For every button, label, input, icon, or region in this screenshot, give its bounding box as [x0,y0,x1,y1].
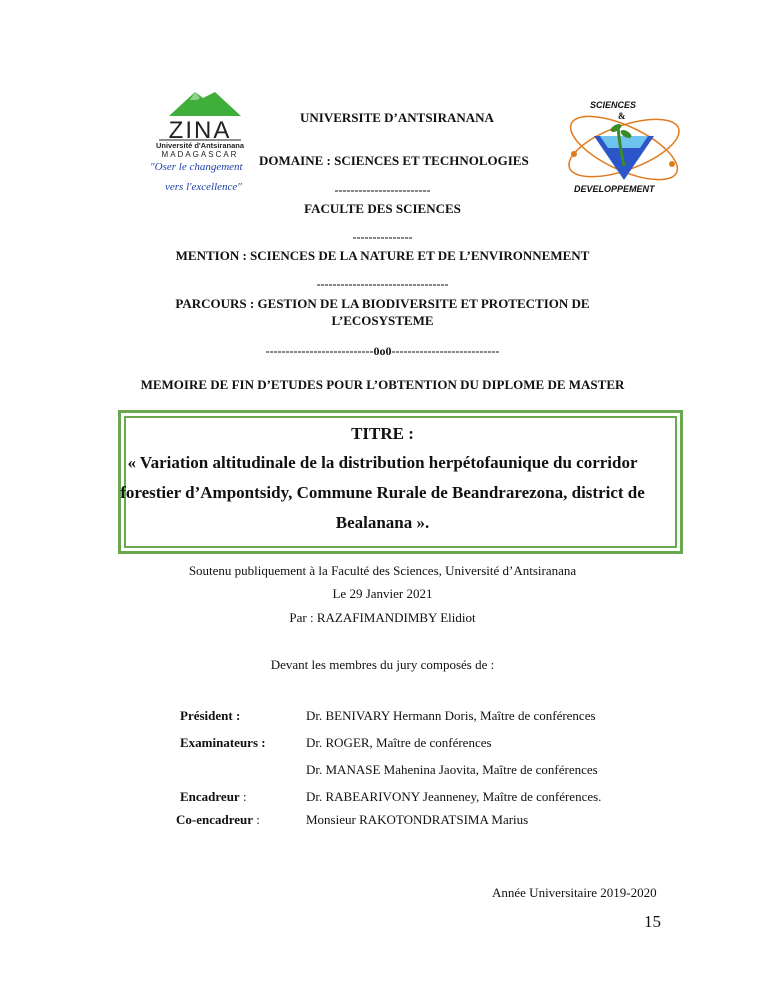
svg-text:ZINA: ZINA [168,117,232,143]
domain-line: DOMAINE : SCIENCES ET TECHNOLOGIES [259,153,529,168]
faculty-line: FACULTE DES SCIENCES [304,201,461,216]
jury-role-president: Président : [180,708,241,723]
university-name: UNIVERSITE D’ANTSIRANANA [300,110,494,125]
defense-date: Le 29 Janvier 2021 [332,586,433,601]
parcours-line-2: L’ECOSYSTEME [331,313,434,328]
logo-ampersand-text: & [618,111,626,121]
defense-line: Soutenu publiquement à la Faculté des Sciences, Université d’Antsiranana [188,563,577,578]
title-line-2: forestier d’Ampontsidy, Commune Rurale de Beandrarezona, district de [120,483,645,502]
jury-role-examinateurs: Examinateurs : [180,735,266,750]
jury-member-examinateur-1: Dr. ROGER, Maître de conférences [306,735,492,750]
title-label: TITRE : [351,424,414,443]
parcours-line-1: PARCOURS : GESTION DE LA BIODIVERSITE ET PROTECTION DE [175,296,590,311]
memoire-line: MEMOIRE DE FIN D’ETUDES POUR L’OBTENTION DU DIPLOME DE MASTER [140,377,625,392]
jury-role-co-encadreur: Co-encadreur : [176,812,260,827]
logo-slogan-line1: "Oser le changement [150,161,243,173]
logo-sciences-text: SCIENCES [590,100,637,110]
jury-member-co-encadreur: Monsieur RAKOTONDRATSIMA Marius [306,812,529,827]
page-number: 15 [644,912,661,931]
logo-university-label: Université d'Antsiranana [155,141,245,150]
logo-slogan-line2: vers l'excellence" [165,181,242,193]
title-line-1: « Variation altitudinale de la distribution herpétofaunique du corridor [127,453,638,472]
academic-year: Année Universitaire 2019-2020 [492,885,657,900]
separator-2: --------------- [352,230,413,244]
jury-member-encadreur: Dr. RABEARIVONY Jeanneney, Maître de conférences. [306,789,602,804]
jury-member-examinateur-2: Dr. MANASE Mahenina Jaovita, Maître de conférences [306,762,598,777]
title-line-3: Bealanana ». [335,513,430,532]
logo-developpement-text: DEVELOPPEMENT [574,184,655,194]
separator-3: --------------------------------- [316,277,449,291]
separator-ornament: ---------------------------0o0--------------------------- [265,344,500,358]
separator-1: ------------------------ [334,183,431,197]
author-line: Par : RAZAFIMANDIMBY Elidiot [289,610,476,625]
jury-role-encadreur: Encadreur : [180,789,247,804]
mountain-logo-icon [145,88,255,143]
logo-country: MADAGASCAR [161,150,239,159]
university-logo [145,88,255,198]
jury-member-president: Dr. BENIVARY Hermann Doris, Maître de conférences [306,708,596,723]
mention-line: MENTION : SCIENCES DE LA NATURE ET DE L’ENVIRONNEMENT [175,248,590,263]
jury-intro: Devant les membres du jury composés de : [270,657,495,672]
